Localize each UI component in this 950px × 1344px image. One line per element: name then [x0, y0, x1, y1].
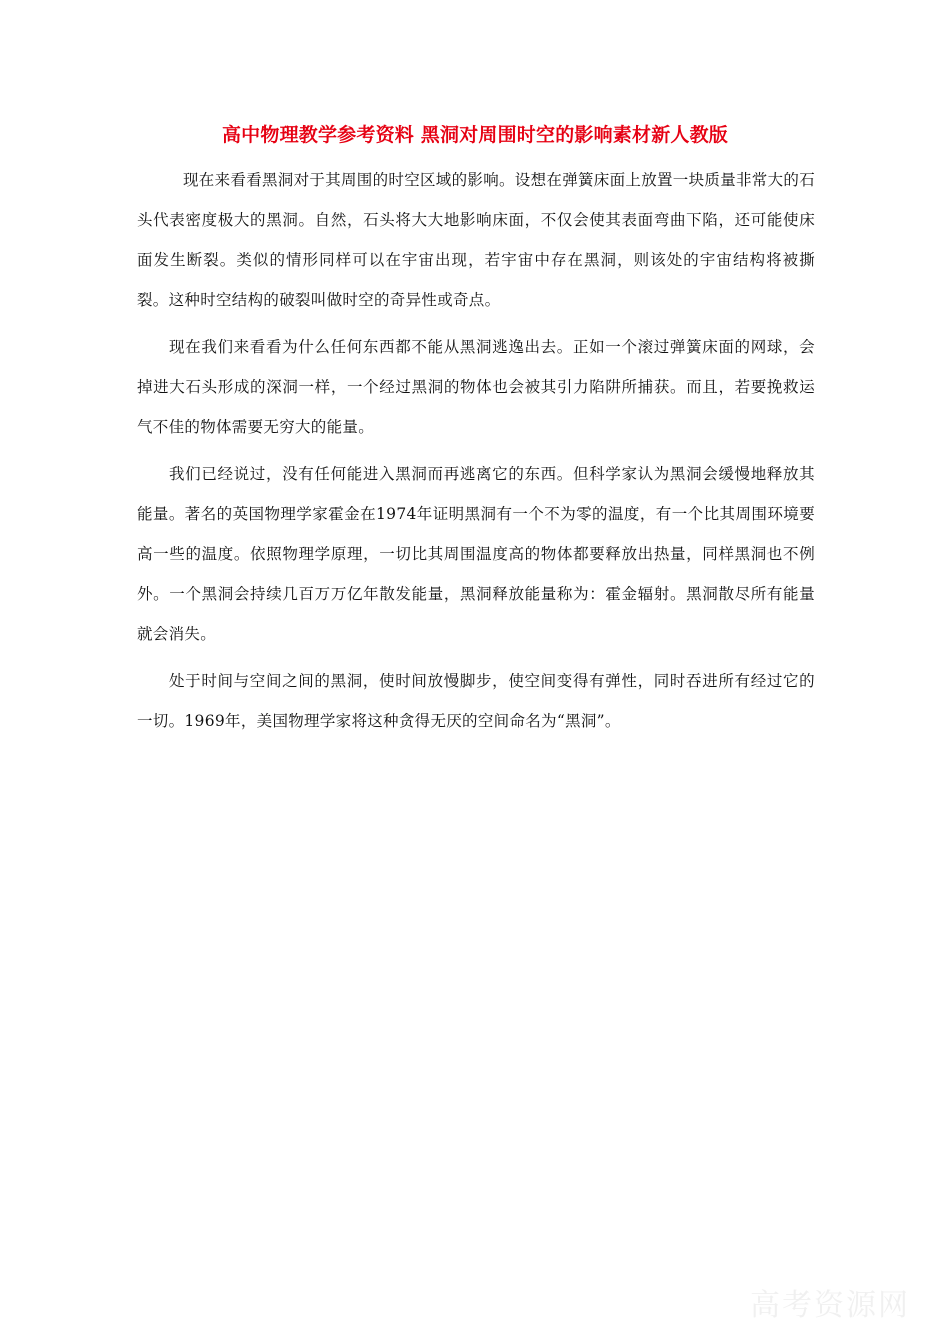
document-body	[137, 160, 815, 748]
paragraph-1: 现在来看看黑洞对于其周围的时空区域的影响。设想在弹簧床面上放置一块质量非常大的石头代表密度极大的黑洞。自然，石头将大大地影响床面，不仅会使其表面弯曲下陷，还可能使床面发生断裂。类似的情形同样可以在宇宙出现，若宇宙中存在黑洞，则该处的宇宙结构将被撕裂。这种时空结构的破裂叫做时空的奇异性或奇点。	[137, 171, 816, 309]
paragraph-2: 现在我们来看看为什么任何东西都不能从黑洞逃逸出去。正如一个滚过弹簧床面的网球，会掉进大石头形成的深洞一样，一个经过黑洞的物体也会被其引力陷阱所捕获。而且，若要挽救运气不佳的物体需要无穷大的能量。	[137, 338, 815, 436]
document-title: 高中物理教学参考资料 黑洞对周围时空的影响素材新人教版	[221, 124, 729, 146]
paragraph-3: 我们已经说过，没有任何能进入黑洞而再逃离它的东西。但科学家认为黑洞会缓慢地释放其能量。著名的英国物理学家霍金在1974年证明黑洞有一个不为零的温度，有一个比其周围环境要高一些的温度。依照物理学原理，一切比其周围温度高的物体都要释放出热量，同样黑洞也不例外。一个黑洞会持续几百万万亿年散发能量，黑洞释放能量称为：霍金辐射。黑洞散尽所有能量就会消失。	[137, 465, 815, 643]
watermark: 高考资源网	[750, 1288, 910, 1323]
paragraph-4: 处于时间与空间之间的黑洞，使时间放慢脚步，使空间变得有弹性，同时吞进所有经过它的一切。1969年，美国物理学家将这种贪得无厌的空间命名为“黑洞”。	[137, 672, 815, 730]
